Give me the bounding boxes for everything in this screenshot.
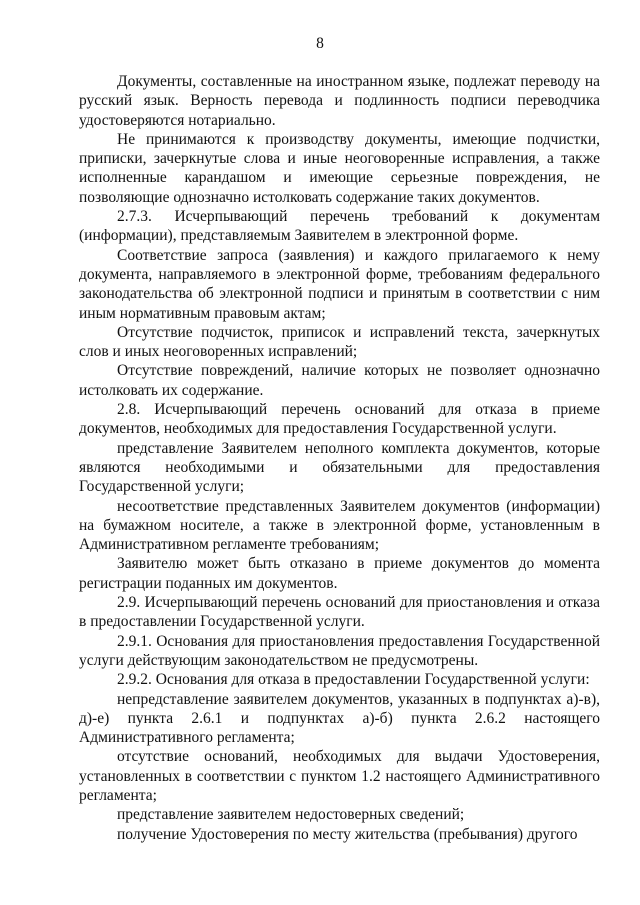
paragraph: Документы, составленные на иностранном языке, подлежат переводу на русский язык. Верность перевода и подлинность подписи переводчика удостоверяются нотариально. [79,73,600,129]
paragraph: отсутствие оснований, необходимых для выдачи Удостоверения, установленных в соответствии с пунктом 1.2 настоящего Административного регламента; [79,748,600,804]
document-body [79,72,600,844]
paragraph: представление заявителем недостоверных сведений; [117,806,465,824]
page-number: 8 [316,35,324,52]
paragraph: Отсутствие повреждений, наличие которых не позволяет однозначно истолковать их содержание. [79,362,600,399]
paragraph: Соответствие запроса (заявления) и каждого прилагаемого к нему документа, направляемого в электронной форме, требованиям федерального законодательства об электронной подписи и принятым в соответствии с ним иным нормативным правовым актам; [79,246,600,322]
paragraph: несоответствие представленных Заявителем документов (информации) на бумажном носителе, а также в электронной форме, установленным в Административном регламенте требованиям; [79,497,600,554]
paragraph: 2.8. Исчерпывающий перечень оснований для отказа в приеме документов, необходимых для предоставления Государственной услуги. [79,401,600,438]
paragraph: 2.9.2. Основания для отказа в предоставлении Государственной услуги: [117,671,590,689]
paragraph: непредставление заявителем документов, указанных в подпунктах а)-в), д)-е) пункта 2.6.1 и подпунктах а)-б) пункта 2.6.2 настоящего Административного регламента; [79,690,600,747]
paragraph: Заявителю может быть отказано в приеме документов до момента регистрации поданных им документов. [79,555,600,592]
paragraph: 2.9.1. Основания для приостановления предоставления Государственной услуги действующим законодательством не предусмотрены. [79,632,600,669]
paragraph: Не принимаются к производству документы, имеющие подчистки, приписки, зачеркнутые слова и иные неоговоренные исправления, а также исполненные карандашом и имеющие серьезные повреждения, не позволяющие однозначно истолковать содержание таких документов. [79,130,600,206]
paragraph: Отсутствие подчисток, приписок и исправлений текста, зачеркнутых слов и иных неоговоренных исправлений; [79,323,600,361]
paragraph: представление Заявителем неполного комплекта документов, которые являются необходимыми и обязательными для предоставления Государственной услуги; [79,439,600,496]
paragraph: получение Удостоверения по месту жительства (пребывания) другого [117,825,578,843]
paragraph: 2.7.3. Исчерпывающий перечень требований к документам (информации), представляемым Заявителем в электронной форме. [79,208,600,245]
paragraph: 2.9. Исчерпывающий перечень оснований для приостановления и отказа в предоставлении Государственной услуги. [79,594,600,631]
